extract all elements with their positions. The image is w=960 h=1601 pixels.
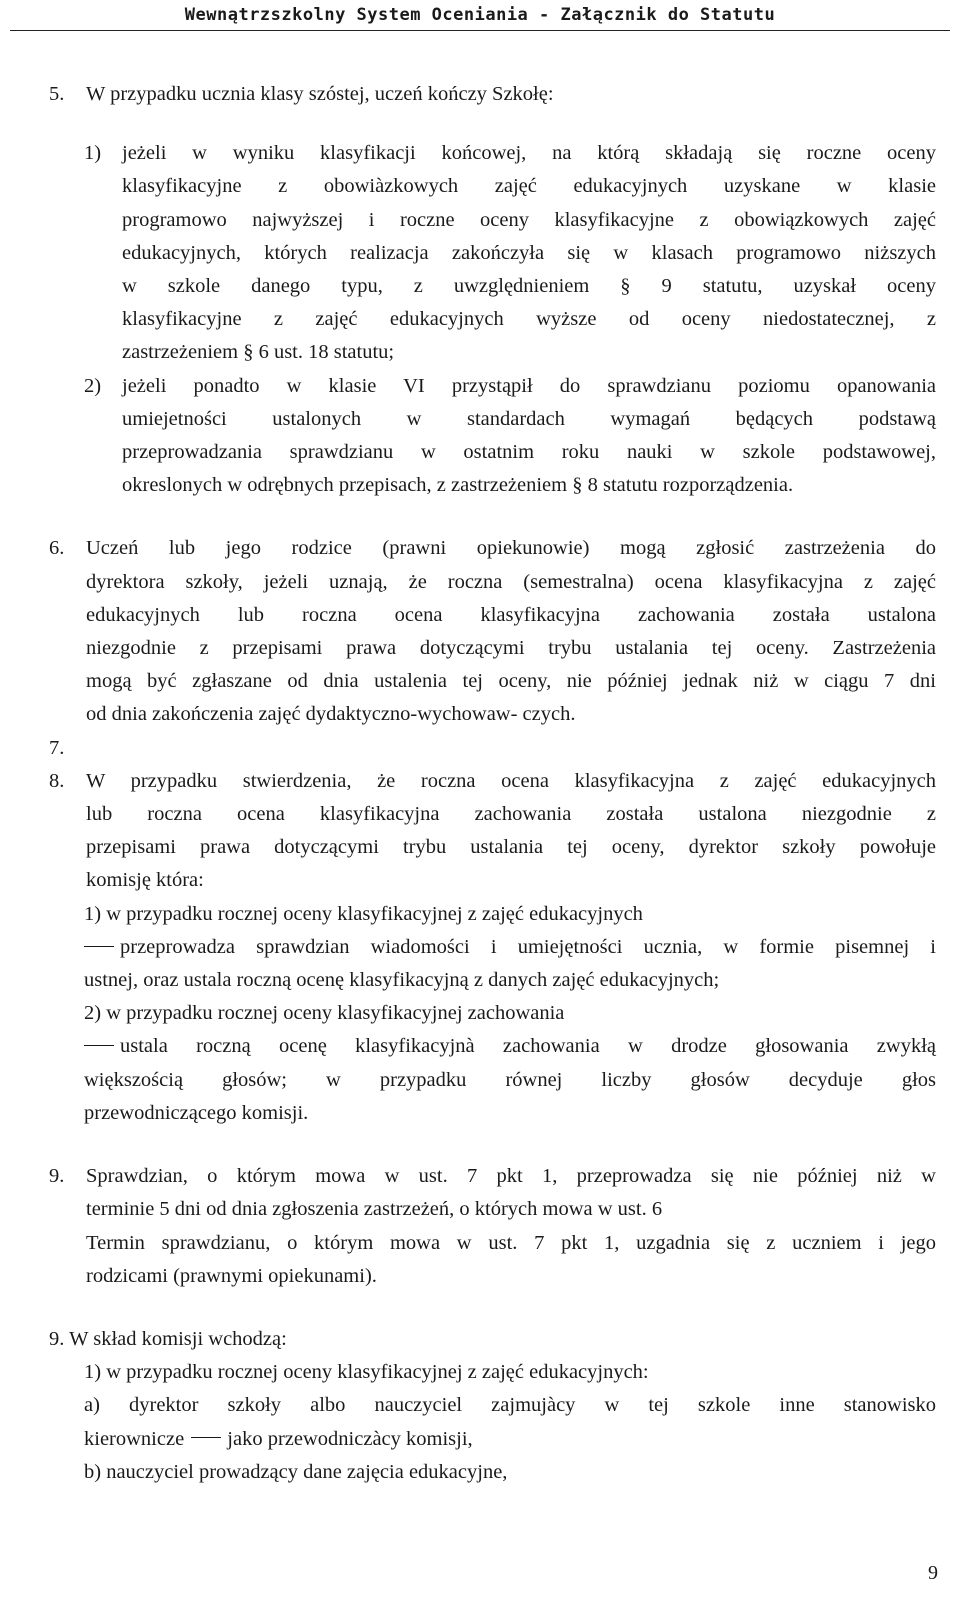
item-line: okreslonych w odrębnych przepisach, z zastrzeżeniem § 8 statutu rozporządzenia. xyxy=(122,474,794,497)
section-9-number: 9. xyxy=(49,1165,65,1188)
item-line: klasyfikacyjne z zajęć edukacyjnych wyższe od oceny niedostatecznej, z xyxy=(122,308,936,331)
section-line: edukacyjnych lub roczna ocena klasyfikacyjna zachowania została ustalona xyxy=(86,603,936,626)
section-9-sub-1 xyxy=(84,1356,936,1389)
item-line: b) nauczyciel prowadzący dane zajęcia edukacyjne, xyxy=(84,1460,508,1483)
section-line: lub roczna ocena klasyfikacyjna zachowania została ustalona niezgodnie z xyxy=(86,803,936,826)
header-rule xyxy=(10,30,950,31)
item-line: jeżeli ponadto w klasie VI przystąpił do sprawdzianu poziomu opanowania xyxy=(122,374,936,397)
item-number: 1) xyxy=(84,142,102,165)
section-line: komisję która: xyxy=(86,869,204,892)
section-line: rodzicami (prawnymi opiekunami). xyxy=(86,1264,377,1287)
em-dash xyxy=(84,946,114,947)
document-body xyxy=(0,78,960,1489)
section-line: W przypadku stwierdzenia, że roczna ocena klasyfikacyjna z zajęć edukacyjnych xyxy=(86,769,936,792)
item-heading: 1) w przypadku rocznej oceny klasyfikacyjnej z zajęć edukacyjnych xyxy=(84,902,643,925)
item-line: większością głosów; w przypadku równej liczby głosów decyduje głos xyxy=(84,1068,936,1091)
section-line: niezgodnie z przepisami prawa dotyczącymi trybu ustalania tej oceny. Zastrzeżenia xyxy=(86,637,936,660)
section-line: mogą być zgłaszane od dnia ustalenia tej oceny, nie później jednak niż w ciągu 7 dni xyxy=(86,670,936,693)
item-line: umiejetności ustalonych w standardach wymagań będących podstawą xyxy=(122,407,936,430)
item-line: zastrzeżeniem § 6 ust. 18 statutu; xyxy=(122,341,395,364)
section-line: Uczeń lub jego rodzice (prawni opiekunowie) mogą zgłosić zastrzeżenia do xyxy=(86,537,936,560)
section-line: od dnia zakończenia zajęć dydaktyczno-wychowaw- czych. xyxy=(86,703,576,726)
section-6 xyxy=(49,532,936,731)
section-8 xyxy=(49,765,936,898)
item-line: przeprowadzania sprawdzianu w ostatnim roku nauki w szkole podstawowej, xyxy=(122,441,936,464)
item-line: a) dyrektor szkoły albo nauczyciel zajmujàcy w tej szkole inne stanowisko xyxy=(84,1394,936,1417)
section-7 xyxy=(49,732,960,765)
item-line: ustala roczną ocenę klasyfikacyjnà zachowania w drodze głosowania zwykłą xyxy=(84,1030,936,1063)
section-8-number: 8. xyxy=(49,769,65,792)
section-8-item-2-body xyxy=(84,1030,936,1130)
section-line: Sprawdzian, o którym mowa w ust. 7 pkt 1, przeprowadza się nie później niż w xyxy=(86,1165,936,1188)
sub-heading: 1) w przypadku rocznej oceny klasyfikacyjnej z zajęć edukacyjnych: xyxy=(84,1361,649,1384)
section-8-item-1 xyxy=(84,898,936,931)
em-dash xyxy=(191,1437,221,1438)
section-9-komisja xyxy=(49,1323,936,1356)
section-5 xyxy=(49,78,936,111)
item-line: klasyfikacyjne z obowiàzkowych zajęć edukacyjnych uzyskane w klasie xyxy=(122,175,936,198)
section-8-item-1-body xyxy=(84,931,936,997)
item-heading: 2) w przypadku rocznej oceny klasyfikacyjnej zachowania xyxy=(84,1002,565,1025)
page-number: 9 xyxy=(928,1562,938,1584)
item-line: przewodniczącego komisji. xyxy=(84,1101,309,1124)
section-8-item-2 xyxy=(84,997,936,1030)
item-line: ustnej, oraz ustala roczną ocenę klasyfikacyjną z danych zajęć edukacyjnych; xyxy=(84,969,720,992)
item-line: w szkole danego typu, z uwzględnieniem § 9 statutu, uzyskał oceny xyxy=(122,275,936,298)
section-5-number: 5. xyxy=(49,83,65,105)
item-line: jeżeli w wyniku klasyfikacji końcowej, na którą składają się roczne oceny xyxy=(122,142,936,165)
page-header: Wewnątrzszkolny System Oceniania - Załącznik do Statutu xyxy=(184,5,776,25)
item-number: 2) xyxy=(84,374,102,397)
section-5-text: W przypadku ucznia klasy szóstej, uczeń kończy Szkołę: xyxy=(86,83,554,105)
section-9-sprawdzian xyxy=(49,1160,936,1293)
section-line: dyrektora szkoły, jeżeli uznają, że roczna (semestralna) ocena klasyfikacyjna z zajęć xyxy=(86,570,936,593)
section-line: przepisami prawa dotyczącymi trybu ustalania tej oceny, dyrektor szkoły powołuje xyxy=(86,836,936,859)
item-line: przeprowadza sprawdzian wiadomości i umiejętności ucznia, w formie pisemnej i xyxy=(84,931,936,964)
em-dash xyxy=(84,1045,114,1046)
item-line: kierownicze jako przewodniczàcy komisji, xyxy=(84,1427,473,1450)
section-line: Termin sprawdzianu, o którym mowa w ust. 7 pkt 1, uzgadnia się z uczniem i jego xyxy=(86,1231,936,1254)
section-7-number: 7. xyxy=(49,736,65,759)
section-9-point-b xyxy=(84,1456,936,1489)
section-5-item-2 xyxy=(84,370,936,503)
item-line: programowo najwyższej i roczne oceny klasyfikacyjne z obowiązkowych zajęć xyxy=(122,208,936,231)
section-heading: 9. W skład komisji wchodzą: xyxy=(49,1327,287,1350)
section-line: terminie 5 dni od dnia zgłoszenia zastrzeżeń, o których mowa w ust. 6 xyxy=(86,1198,663,1221)
section-6-number: 6. xyxy=(49,537,65,560)
item-line: edukacyjnych, których realizacja zakończyła się w klasach programowo niższych xyxy=(122,241,936,264)
section-9-point-a xyxy=(84,1389,936,1455)
section-5-item-1 xyxy=(84,137,936,369)
